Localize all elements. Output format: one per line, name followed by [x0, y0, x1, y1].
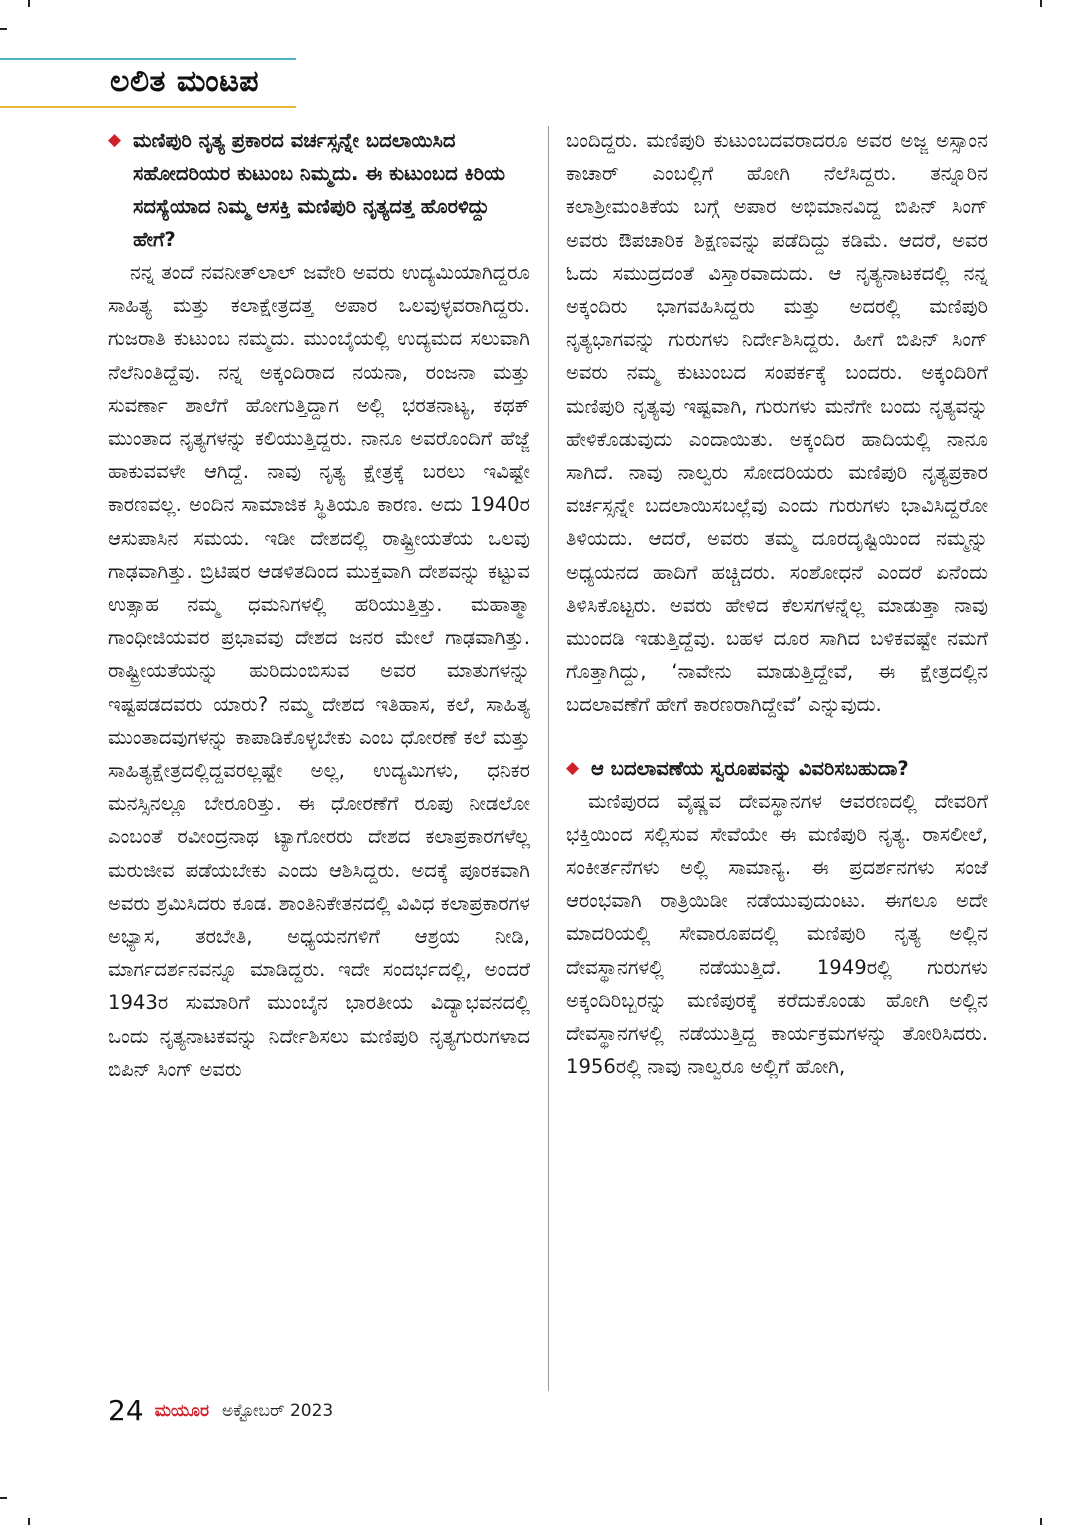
crop-mark — [1040, 1518, 1042, 1525]
issue-date: ಅಕ್ಟೋಬರ್ 2023 — [222, 1400, 334, 1421]
header-top-rule — [0, 58, 296, 60]
answer-1-continued: ಬಂದಿದ್ದರು. ಮಣಿಪುರಿ ಕುಟುಂಬದವರಾದರೂ ಅವರ ಅಜ್ಜ ಅಸ್ಸಾಂನ ಕಾಚಾರ್ ಎಂಬಲ್ಲಿಗೆ ಹೋಗಿ ನೆಲೆಸಿದ್ದರು. ತನ್ನೂರಿನ ಕಲಾಶ್ರೀಮಂತಿಕೆಯ ಬಗ್ಗೆ ಅಪಾರ ಅಭಿಮಾನವಿದ್ದ ಬಿಪಿನ್ ಸಿಂಗ್ ಅವರು ಔಪಚಾರಿಕ ಶಿಕ್ಷಣವನ್ನು ಪಡೆದಿದ್ದು ಕಡಿಮೆ. ಆದರೆ, ಅವರ ಓದು ಸಮುದ್ರದಂತೆ ವಿಸ್ತಾರವಾದುದು. ಆ ನೃತ್ಯನಾಟಕದಲ್ಲಿ ನನ್ನ ಅಕ್ಕಂದಿರು ಭಾಗವಹಿಸಿದ್ದರು ಮತ್ತು ಅದರಲ್ಲಿ ಮಣಿಪುರಿ ನೃತ್ಯಭಾಗವನ್ನು ಗುರುಗಳು ನಿರ್ದೇಶಿಸಿದ್ದರು. ಹೀಗೆ ಬಿಪಿನ್ ಸಿಂಗ್ ಅವರು ನಮ್ಮ ಕುಟುಂಬದ ಸಂಪರ್ಕಕ್ಕೆ ಬಂದರು. ಅಕ್ಕಂದಿರಿಗೆ ಮಣಿಪುರಿ ನೃತ್ಯವು ಇಷ್ಟವಾಗಿ, ಗುರುಗಳು ಮನೆಗೇ ಬಂದು ನೃತ್ಯವನ್ನು ಹೇಳಿಕೊಡುವುದು ಎಂದಾಯಿತು. ಅಕ್ಕಂದಿರ ಹಾದಿಯಲ್ಲಿ ನಾನೂ ಸಾಗಿದೆ. ನಾವು ನಾಲ್ವರು ಸೋದರಿಯರು ಮಣಿಪುರಿ ನೃತ್ಯಪ್ರಕಾರ ವರ್ಚಸ್ಸನ್ನೇ ಬದಲಾಯಿಸಬಲ್ಲೆವು ಎಂದು ಗುರುಗಳು ಭಾವಿಸಿದ್ದರೋ ತಿಳಿಯದು. ಆದರೆ, ಅವರು ತಮ್ಮ ದೂರದೃಷ್ಟಿಯಿಂದ ನಮ್ಮನ್ನು ಅಧ್ಯಯನದ ಹಾದಿಗೆ ಹಚ್ಚಿದರು. ಸಂಶೋಧನೆ ಎಂದರೆ ಏನೆಂದು ತಿಳಿಸಿಕೊಟ್ಟರು. ಅವರು ಹೇಳಿದ ಕೆಲಸಗಳನ್ನೆಲ್ಲ ಮಾಡುತ್ತಾ ನಾವು ಮುಂದಡಿ ಇಡುತ್ತಿದ್ದೆವು. ಬಹಳ ದೂರ ಸಾಗಿದ ಬಳಿಕವಷ್ಟೇ ನಮಗೆ ಗೊತ್ತಾಗಿದ್ದು, ‘ನಾವೇನು ಮಾಡುತ್ತಿದ್ದೇವೆ, ಈ ಕ್ಷೇತ್ರದಲ್ಲಿನ ಬದಲಾವಣೆಗೆ ಹೇಗೆ ಕಾರಣರಾಗಿದ್ದೇವೆ’ ಎನ್ನುವುದು. — [566, 129, 988, 717]
header-bottom-rule — [0, 106, 296, 108]
column-divider — [548, 126, 549, 1391]
article-column-right — [566, 124, 988, 1083]
magazine-logo: ಮಯೂರ — [154, 1400, 209, 1421]
diamond-bullet-icon: ◆ — [566, 757, 580, 778]
question-1-text: ಮಣಿಪುರಿ ನೃತ್ಯ ಪ್ರಕಾರದ ವರ್ಚಸ್ಸನ್ನೇ ಬದಲಾಯಿಸಿದ ಸಹೋದರಿಯರ ಕುಟುಂಬ ನಿಮ್ಮದು. ಈ ಕುಟುಂಬದ ಕಿರಿಯ ಸದಸ್ಯೆಯಾದ ನಿಮ್ಮ ಆಸಕ್ತಿ ಮಣಿಪುರಿ ನೃತ್ಯದತ್ತ ಹೊರಳಿದ್ದು ಹೇಗೆ? — [133, 129, 506, 251]
section-title: ಲಲಿತ ಮಂಟಪ — [110, 64, 260, 99]
page-footer — [108, 1394, 333, 1427]
crop-mark — [0, 28, 7, 30]
page-number: 24 — [108, 1394, 144, 1427]
crop-mark — [28, 1518, 30, 1525]
diamond-bullet-icon: ◆ — [108, 130, 122, 150]
question-2-text: ಆ ಬದಲಾವಣೆಯ ಸ್ವರೂಪವನ್ನು ವಿವರಿಸಬಹುದಾ? — [591, 756, 909, 780]
section-header — [0, 58, 296, 110]
spacer — [566, 722, 988, 752]
question-2 — [566, 752, 988, 785]
crop-mark — [28, 0, 30, 7]
crop-mark — [0, 1497, 7, 1499]
crop-mark — [1040, 0, 1042, 7]
answer-1-paragraph: ನನ್ನ ತಂದೆ ನವನೀತ್‌ಲಾಲ್ ಜವೇರಿ ಅವರು ಉದ್ಯಮಿಯಾಗಿದ್ದರೂ ಸಾಹಿತ್ಯ ಮತ್ತು ಕಲಾಕ್ಷೇತ್ರದತ್ತ ಅಪಾರ ಒಲವುಳ್ಳವರಾಗಿದ್ದರು. ಗುಜರಾತಿ ಕುಟುಂಬ ನಮ್ಮದು. ಮುಂಬೈಯಲ್ಲಿ ಉದ್ಯಮದ ಸಲುವಾಗಿ ನೆಲೆನಿಂತಿದ್ದೆವು. ನನ್ನ ಅಕ್ಕಂದಿರಾದ ನಯನಾ, ರಂಜನಾ ಮತ್ತು ಸುವರ್ಣಾ ಶಾಲೆಗೆ ಹೋಗುತ್ತಿದ್ದಾಗ ಅಲ್ಲಿ ಭರತನಾಟ್ಯ, ಕಥಕ್ ಮುಂತಾದ ನೃತ್ಯಗಳನ್ನು ಕಲಿಯುತ್ತಿದ್ದರು. ನಾನೂ ಅವರೊಂದಿಗೆ ಹೆಜ್ಜೆ ಹಾಕುವವಳೇ ಆಗಿದ್ದೆ. ನಾವು ನೃತ್ಯ ಕ್ಷೇತ್ರಕ್ಕೆ ಬರಲು ಇವಿಷ್ಟೇ ಕಾರಣವಲ್ಲ. ಅಂದಿನ ಸಾಮಾಜಿಕ ಸ್ಥಿತಿಯೂ ಕಾರಣ. ಅದು 1940ರ ಆಸುಪಾಸಿನ ಸಮಯ. ಇಡೀ ದೇಶದಲ್ಲಿ ರಾಷ್ಟ್ರೀಯತೆಯ ಒಲವು ಗಾಢವಾಗಿತ್ತು. ಬ್ರಿಟಿಷರ ಆಡಳಿತದಿಂದ ಮುಕ್ತವಾಗಿ ದೇಶವನ್ನು ಕಟ್ಟುವ ಉತ್ಸಾಹ ನಮ್ಮ ಧಮನಿಗಳಲ್ಲಿ ಹರಿಯುತ್ತಿತ್ತು. ಮಹಾತ್ಮಾ ಗಾಂಧೀಜಿಯವರ ಪ್ರಭಾವವು ದೇಶದ ಜನರ ಮೇಲೆ ಗಾಢವಾಗಿತ್ತು. ರಾಷ್ಟ್ರೀಯತೆಯನ್ನು ಹುರಿದುಂಬಿಸುವ ಅವರ ಮಾತುಗಳನ್ನು ಇಷ್ಟಪಡದವರು ಯಾರು? ನಮ್ಮ ದೇಶದ ಇತಿಹಾಸ, ಕಲೆ, ಸಾಹಿತ್ಯ ಮುಂತಾದವುಗಳನ್ನು ಕಾಪಾಡಿಕೊಳ್ಳಬೇಕು ಎಂಬ ಧೋರಣೆ ಕಲೆ ಮತ್ತು ಸಾಹಿತ್ಯಕ್ಷೇತ್ರದಲ್ಲಿದ್ದವರಲ್ಲಷ್ಟೇ ಅಲ್ಲ, ಉದ್ಯಮಿಗಳು, ಧನಿಕರ ಮನಸ್ಸಿನಲ್ಲೂ ಬೇರೂರಿತ್ತು. ಈ ಧೋರಣೆಗೆ ರೂಪು ನೀಡಲೋ ಎಂಬಂತೆ ರವೀಂದ್ರನಾಥ ಟ್ಯಾಗೋರರು ದೇಶದ ಕಲಾಪ್ರಕಾರಗಳೆಲ್ಲ ಮರುಜೀವ ಪಡೆಯಬೇಕು ಎಂದು ಆಶಿಸಿದ್ದರು. ಅದಕ್ಕೆ ಪೂರಕವಾಗಿ ಅವರು ಶ್ರಮಿಸಿದರು ಕೂಡ. ಶಾಂತಿನಿಕೇತನದಲ್ಲಿ ವಿವಿಧ ಕಲಾಪ್ರಕಾರಗಳ ಅಭ್ಯಾಸ, ತರಬೇತಿ, ಅಧ್ಯಯನಗಳಿಗೆ ಆಶ್ರಯ ನೀಡಿ, ಮಾರ್ಗದರ್ಶನವನ್ನೂ ಮಾಡಿದ್ದರು. ಇದೇ ಸಂದರ್ಭದಲ್ಲಿ, ಅಂದರೆ 1943ರ ಸುಮಾರಿಗೆ ಮುಂಬೈನ ಭಾರತೀಯ ವಿದ್ಯಾಭವನದಲ್ಲಿ ಒಂದು ನೃತ್ಯನಾಟಕವನ್ನು ನಿರ್ದೇಶಿಸಲು ಮಣಿಪುರಿ ನೃತ್ಯಗುರುಗಳಾದ ಬಿಪಿನ್ ಸಿಂಗ್ ಅವರು — [108, 261, 530, 1081]
article-column-left — [108, 124, 530, 1086]
answer-2-paragraph: ಮಣಿಪುರದ ವೈಷ್ಣವ ದೇವಸ್ಥಾನಗಳ ಆವರಣದಲ್ಲಿ ದೇವರಿಗೆ ಭಕ್ತಿಯಿಂದ ಸಲ್ಲಿಸುವ ಸೇವೆಯೇ ಈ ಮಣಿಪುರಿ ನೃತ್ಯ. ರಾಸಲೀಲೆ, ಸಂಕೀರ್ತನೆಗಳು ಅಲ್ಲಿ ಸಾಮಾನ್ಯ. ಈ ಪ್ರದರ್ಶನಗಳು ಸಂಜೆ ಆರಂಭವಾಗಿ ರಾತ್ರಿಯಿಡೀ ನಡೆಯುವುದುಂಟು. ಈಗಲೂ ಅದೇ ಮಾದರಿಯಲ್ಲಿ ಸೇವಾರೂಪದಲ್ಲಿ ಮಣಿಪುರಿ ನೃತ್ಯ ಅಲ್ಲಿನ ದೇವಸ್ಥಾನಗಳಲ್ಲಿ ನಡೆಯುತ್ತಿದೆ. 1949ರಲ್ಲಿ ಗುರುಗಳು ಅಕ್ಕಂದಿರಿಬ್ಬರನ್ನು ಮಣಿಪುರಕ್ಕೆ ಕರೆದುಕೊಂಡು ಹೋಗಿ ಅಲ್ಲಿನ ದೇವಸ್ಥಾನಗಳಲ್ಲಿ ನಡೆಯುತ್ತಿದ್ದ ಕಾರ್ಯಕ್ರಮಗಳನ್ನು ತೋರಿಸಿದರು. 1956ರಲ್ಲಿ ನಾವು ನಾಲ್ವರೂ ಅಲ್ಲಿಗೆ ಹೋಗಿ, — [566, 789, 988, 1079]
question-1 — [108, 124, 530, 256]
